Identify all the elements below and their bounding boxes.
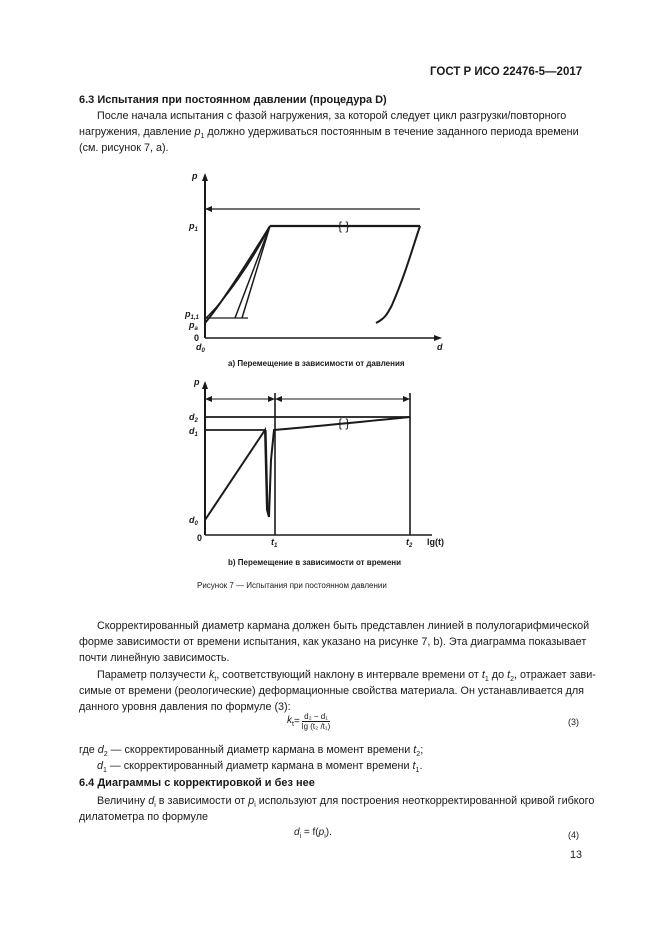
svg-text:d2: $d_2$: [189, 412, 198, 424]
svg-text:p: p: [194, 377, 200, 387]
formula-4: $d_i = f(p_i)$.: [294, 827, 332, 840]
svg-text:0: 0: [194, 333, 200, 343]
formula-4-number: (4): [568, 830, 579, 840]
p1-line-3: почти линейную зависимость.: [79, 652, 230, 664]
svg-text:lg(t): lg(t): [427, 537, 444, 547]
figure-b-creep-curve: [205, 417, 410, 520]
svg-text:d0: $d_0$: [196, 342, 205, 354]
p2-line-3: данного уровня давления по формуле (3):: [79, 701, 291, 713]
svg-text:p1: $p_1$: [189, 221, 198, 233]
s63-line-2: нагружения, давление $p_1$ должно удерживаться постоянным в течение заданного периода времени: [79, 126, 579, 141]
p2-line-2: симые от времени (реологические) деформационные свойства материала. Он устанавливается для: [79, 685, 584, 697]
p2-line-1: Параметр ползучести $k_t$, соответствующий наклону в интервале времени от $t_1$ до $t_2$, отражает зави-: [97, 669, 596, 684]
svg-text:{ }: { }: [338, 219, 350, 233]
svg-text:t2: $t_2$: [406, 537, 413, 549]
figure-7-caption: Рисунок 7 — Испытания при постоянном давлении: [197, 581, 387, 590]
figure-a-caption: а) Перемещение в зависимости от давления: [228, 359, 405, 368]
svg-text:{ }: { }: [338, 416, 350, 430]
svg-text:d0: $d_0$: [189, 515, 198, 527]
page-number: 13: [570, 849, 583, 861]
fa-ylabel: p: [192, 171, 198, 181]
section-6-4-title: 6.4 Диаграммы с корректировкой и без нее: [79, 777, 315, 789]
formula-3: $k_t$ = $\frac{\text{d₂ − d₁}}{\text{lg (t₂ /t₁)}}$: [287, 712, 331, 731]
s63-line-3: (см. рисунок 7, а).: [79, 142, 169, 154]
svg-text:d: d: [437, 342, 443, 352]
svg-text:t1: $t_1$: [271, 537, 278, 549]
formula-3-number: (3): [568, 717, 579, 727]
where-line-1: где $d_2$ — скорректированный диаметр кармана в момент времени $t_2$;: [79, 744, 424, 759]
figure-7a: [180, 165, 450, 375]
svg-text:p1,1: $p_{1,1}$: [185, 309, 199, 321]
svg-text:pa: $p_a$: [189, 320, 198, 332]
svg-text:d1: $d_1$: [189, 426, 198, 438]
s64-line-1: Величину $d_i$ в зависимости от $p_i$ используют для построения неоткорректированной кривой гибкого: [97, 795, 595, 810]
figure-a-unloading-curve: [376, 226, 420, 323]
figure-7b: [180, 375, 450, 575]
s63-line-1: После начала испытания с фазой нагружения, за которой следует цикл разгрузки/повторного: [97, 110, 567, 122]
where-line-2: $d_1$ — скорректированный диаметр кармана в момент времени $t_1$.: [97, 760, 423, 775]
p1-line-2: форме зависимости от времени испытания, как указано на рисунке 7, b). Эта диаграмма показывает: [79, 636, 587, 648]
standard-designation: ГОСТ Р ИСО 22476-5—2017: [430, 66, 583, 78]
svg-text:0: 0: [197, 533, 203, 543]
s64-line-2: дилатометра по формуле: [79, 811, 209, 823]
p1-line-1: Скорректированный диаметр кармана должен быть представлен линией в полулогарифмической: [97, 620, 590, 632]
figure-b-caption: b) Перемещение в зависимости от времени: [228, 558, 402, 567]
section-6-3-title: 6.3 Испытания при постоянном давлении (процедура D): [79, 94, 387, 106]
